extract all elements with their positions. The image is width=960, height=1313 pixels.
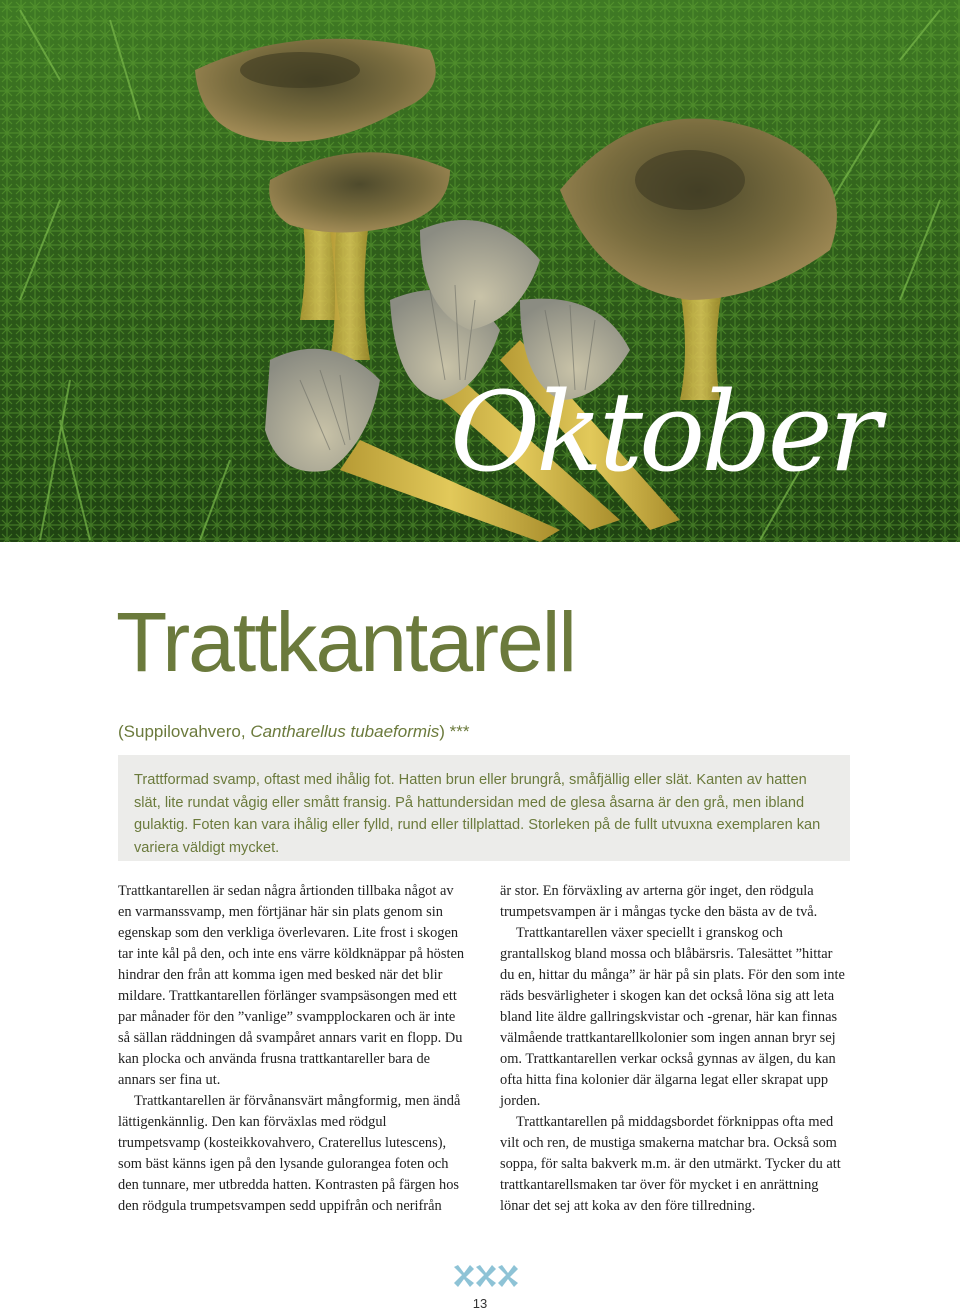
page-number: 13: [472, 1296, 488, 1311]
page-title: Trattkantarell: [116, 595, 576, 689]
body-paragraph: Trattkantarellen är sedan några årtionden tillbaka något av en varmanssvamp, men förtjänar här sin plats genom sin egenskap som den verkliga överlevaren. Lite frost i skogen tar inte kål på den, och inte ens värre köldknäppar på hösten hindrar den från att komma igen med besked när det blir mildare. Trattkantarellen förlänger svampsäsongen med ett par månader för den ”vanlige” svampplockaren och är inte så sällan räddningen då svampåret annars varit en flopp. Du kan plocka och använda frusna trattkantareller bara de annars ser fina ut.: [118, 883, 465, 1088]
subtitle-prefix: (Suppilovahvero,: [118, 722, 251, 741]
description-text: Trattformad svamp, oftast med ihålig fot. Hatten brun eller brungrå, småfjällig eller slät. Kanten av hatten slät, lite rundat vågig eller smått fransig. På hattundersidan med de glesa åsarna är den grå, men ibland gulaktig. Foten kan vara ihålig eller fylld, rund eller tillplattad. Storleken på de fullt utvuxna exemplaren kan variera väldigt mycket.: [134, 772, 821, 856]
subtitle-latin-name: Cantharellus tubaeformis: [250, 722, 440, 741]
cross-stitch-ornament-icon: [452, 1265, 522, 1289]
body-paragraph: är stor. En förväxling av arterna gör inget, den rödgula trumpetsvampen är i mångas tycke den bästa av de två.: [500, 883, 818, 920]
subtitle-suffix: ) ***: [439, 722, 470, 741]
body-paragraph: Trattkantarellen är förvånansvärt mångformig, men ändå lättigenkännlig. Den kan förväxlas med rödgul trumpetsvamp (kosteikkovahvero, Craterellus lutescens), som bäst känns igen på den lysande gulorangea foten och den tunnare, mer utbredda hatten. Kontrasten på färgen hos den rödgula trumpetsvampen sedd uppifrån och nerifrån: [118, 1093, 461, 1214]
month-script-text: Oktober: [450, 368, 878, 496]
article-subtitle: [118, 722, 470, 742]
description-box: [118, 755, 850, 861]
body-paragraph: Trattkantarellen på middagsbordet förknippas ofta med vilt och ren, de mustiga smakerna matchar bra. Också som soppa, för salta bakverk m.m. är den utmärkt. Tycker du att trattkantarellsmaken tar över för mycket i en anrättning lönar det sej att koka av den före tillredning.: [500, 1114, 841, 1214]
body-column-left: [118, 881, 468, 1217]
hero-photo: [0, 0, 960, 542]
body-paragraph: Trattkantarellen växer speciellt i granskog och grantallskog bland mossa och blåbärsris. Talesättet ”hittar du en, hittar du många” är här på sin plats. För den som inte räds besvärligheter i skogen kan det också löna sig att leta bland lite äldre gallringskvistar och -grenar, här kan finnas välmående trattkantarellkolonier som ingen annan bryr sej om. Trattkantarellen verkar också gynnas av älgen, du kan ofta hitta fina kolonier där älgarna legat eller skrapat upp jorden.: [500, 925, 845, 1109]
month-script-overlay: [440, 350, 940, 530]
body-column-right: [500, 881, 850, 1217]
